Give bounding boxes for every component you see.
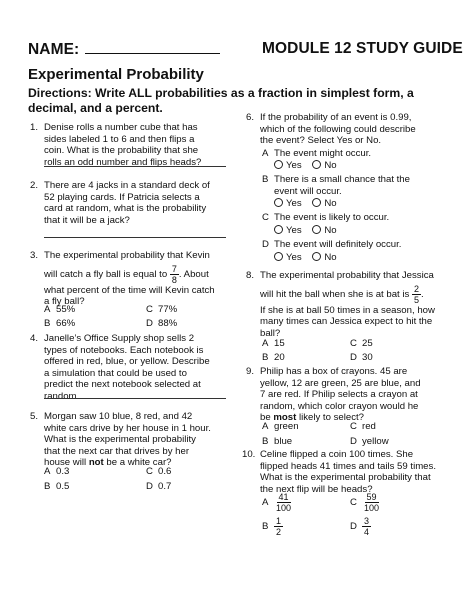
question-text: likely to select?	[298, 412, 364, 424]
module-title: MODULE 12 STUDY GUIDE	[262, 40, 463, 57]
question-10	[242, 449, 436, 495]
option-b: B There is a small chance that the event will occur.	[262, 174, 410, 197]
option-c: C The event is likely to occur.	[262, 212, 390, 223]
choice-d[interactable]: D 88%	[146, 318, 178, 329]
question-number: 10.	[242, 449, 256, 460]
question-text: Morgan saw 10 blue, 8 red, and 42 white cars drive by her house in 1 hour. What is the experimental probability that the next car that drives by her house will	[44, 411, 211, 469]
choice-d[interactable]: D $\frac{3}{4}$	[350, 516, 370, 537]
fraction: $\frac{2}{5}$	[413, 283, 419, 305]
question-text: There are 4 jacks in a standard deck of 52 playing cards. If Patricia selects a card at random, what is the probability that it will be a jack?	[44, 180, 210, 226]
answer-line[interactable]	[44, 398, 226, 399]
fraction: $\frac{59}{100}$	[364, 492, 380, 513]
answer-line[interactable]	[44, 237, 226, 238]
question-number: 8.	[246, 270, 255, 281]
choice-a[interactable]: A $\frac{41}{100}$	[262, 492, 292, 513]
choice-c[interactable]: C red	[350, 421, 376, 432]
fraction: $\frac{1}{2}$	[276, 516, 282, 537]
radio-no[interactable]	[312, 160, 321, 169]
fraction: $\frac{7}{8}$	[171, 263, 177, 285]
emphasis-not: not	[88, 457, 104, 469]
question-text: Celine flipped a coin 100 times. She flipped heads 41 times and tails 59 times. What is the experimental probability that the next flip will be heads?	[260, 449, 436, 495]
question-text: Philip has a box of crayons. 45 are yellow, 12 are green, 25 are blue, and 7 are red. If Philip selects a crayon at random, which color crayon would he be	[260, 366, 421, 424]
yes-no-a: Yes No	[274, 160, 337, 172]
choice-a[interactable]: A 55%	[44, 304, 76, 315]
name-field	[28, 40, 220, 59]
question-number: 6.	[246, 112, 255, 123]
question-text: will catch a fly ball is equal to	[44, 268, 168, 280]
question-6	[246, 112, 426, 147]
page-title: Experimental Probability	[28, 66, 204, 83]
yes-no-b: Yes No	[274, 198, 337, 210]
name-line[interactable]	[85, 40, 220, 54]
question-number: 1.	[30, 122, 39, 133]
question-text: . About	[178, 268, 209, 280]
radio-yes[interactable]	[274, 225, 283, 234]
choice-a[interactable]: A 15	[262, 338, 285, 349]
radio-yes[interactable]	[274, 160, 283, 169]
question-text: The experimental probability that Jessica	[260, 270, 434, 281]
question-text: The experimental probability that Kevin	[44, 250, 210, 261]
question-text: will hit the ball when she is at bat is	[260, 288, 410, 300]
question-text: Denise rolls a number cube that has sides labeled 1 to 6 and then flips a coin. What is the probability that she rolls an odd number and flips heads?	[44, 122, 202, 168]
question-1	[30, 122, 210, 168]
fraction: $\frac{3}{4}$	[364, 516, 370, 537]
radio-no[interactable]	[312, 225, 321, 234]
radio-yes[interactable]	[274, 252, 283, 261]
choice-b[interactable]: B blue	[262, 436, 293, 447]
choice-c[interactable]: C $\frac{59}{100}$	[350, 492, 380, 513]
choice-c[interactable]: C 77%	[146, 304, 178, 315]
question-number: 2.	[30, 180, 39, 191]
option-d: D The event will definitely occur.	[262, 239, 402, 250]
directions: Directions: Write ALL probabilities as a fraction in simplest form, a decimal, and a percent.	[28, 86, 414, 115]
yes-no-c: Yes No	[274, 225, 337, 237]
choice-b[interactable]: B 20	[262, 352, 285, 363]
question-text: .	[421, 288, 424, 300]
choice-d[interactable]: D 0.7	[146, 481, 172, 492]
question-3	[30, 250, 220, 308]
choice-a[interactable]: A green	[262, 421, 299, 432]
option-a: A The event might occur.	[262, 148, 372, 159]
question-text: be a white car?	[106, 457, 172, 469]
name-label: NAME:	[28, 41, 80, 58]
question-number: 4.	[30, 333, 39, 344]
question-text: Janelle’s Office Supply shop sells 2 types of notebooks. Each notebook is offered in red, blue, or yellow. Describe a simulation that could be used to predict the next notebook selected at random.	[44, 333, 210, 402]
radio-yes[interactable]	[274, 198, 283, 207]
choice-c[interactable]: C 0.6	[146, 466, 172, 477]
choice-b[interactable]: B $\frac{1}{2}$	[262, 516, 282, 537]
choice-b[interactable]: B 0.5	[44, 481, 70, 492]
question-5	[30, 411, 212, 469]
question-8	[246, 270, 436, 339]
radio-no[interactable]	[312, 198, 321, 207]
question-number: 3.	[30, 250, 39, 261]
question-number: 5.	[30, 411, 39, 422]
question-number: 9.	[246, 366, 255, 377]
choice-b[interactable]: B 66%	[44, 318, 76, 329]
yes-no-d: Yes No	[274, 252, 337, 264]
choice-a[interactable]: A 0.3	[44, 466, 70, 477]
question-9	[246, 366, 428, 424]
question-text: If she is at ball 50 times in a season, how many times can Jessica expect to hit the ball?	[260, 304, 435, 339]
choice-d[interactable]: D 30	[350, 352, 373, 363]
choice-d[interactable]: D yellow	[350, 436, 389, 447]
choice-c[interactable]: C 25	[350, 338, 373, 349]
fraction: $\frac{41}{100}$	[276, 492, 292, 513]
answer-line[interactable]	[44, 166, 226, 167]
emphasis-most: most	[273, 412, 297, 424]
question-text: If the probability of an event is 0.99, which of the following could describe the event? Select Yes or No.	[260, 112, 416, 147]
question-2	[30, 180, 210, 226]
question-text: what percent of the time will Kevin catch a fly ball?	[44, 284, 215, 308]
radio-no[interactable]	[312, 252, 321, 261]
question-4	[30, 333, 212, 403]
